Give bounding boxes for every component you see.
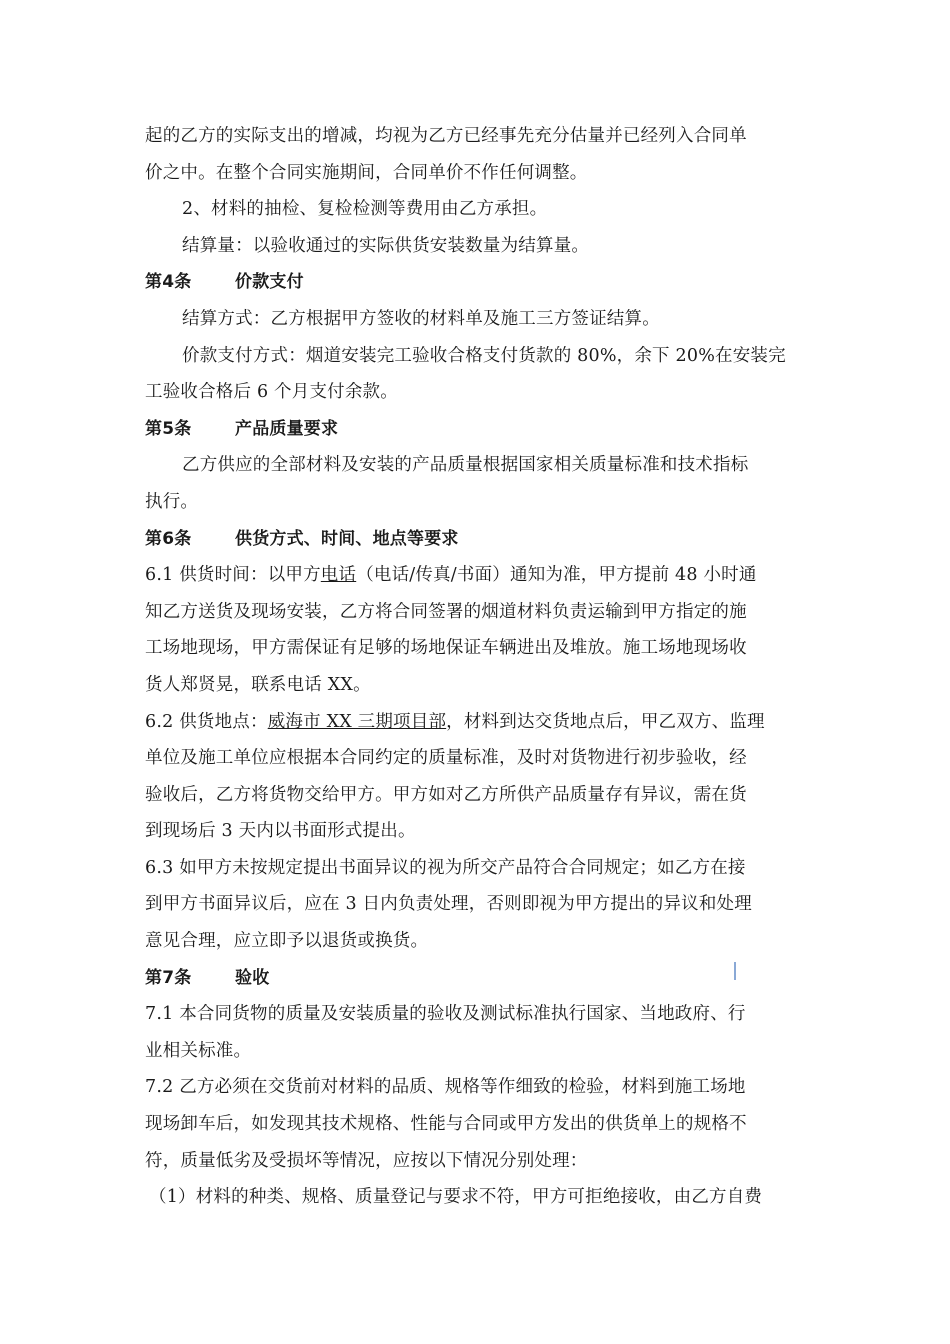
article-heading-5 xyxy=(145,411,810,448)
clause-text: 6.1 供货时间：以甲方 xyxy=(145,565,321,586)
paragraph-line: 业相关标准。 xyxy=(145,1040,252,1061)
article-title: 验收 xyxy=(235,967,270,988)
clause-text: （电话/传真/书面）通知为准，甲方提前 48 小时通 xyxy=(356,565,757,586)
paragraph-line: 意见合理，应立即予以退货或换货。 xyxy=(145,931,429,952)
list-item: （1）材料的种类、规格、质量登记与要求不符，甲方可拒绝接收，由乙方自费 xyxy=(149,1187,763,1208)
paragraph-line: 起的乙方的实际支出的增减，均视为乙方已经事先充分估量并已经列入合同单 xyxy=(145,126,747,146)
document-page xyxy=(145,118,810,1216)
clause-6-1 xyxy=(145,557,810,594)
paragraph-line: 知乙方送货及现场安装，乙方将合同签署的烟道材料负责运输到甲方指定的施 xyxy=(145,601,747,622)
paragraph-line: 符，质量低劣及受损坏等情况，应按以下情况分别处理： xyxy=(145,1150,588,1171)
paragraph-line: 工场地现场，甲方需保证有足够的场地保证车辆进出及堆放。施工场地现场收 xyxy=(145,638,747,659)
clause-text: 6.2 供货地点： xyxy=(145,711,268,732)
paragraph-line: 单位及施工单位应根据本合同约定的质量标准，及时对货物进行初步验收，经 xyxy=(145,748,747,769)
paragraph-line: 到现场后 3 天内以书面形式提出。 xyxy=(145,821,416,842)
underlined-field: 威海市 XX 三期项目部 xyxy=(267,711,447,732)
article-title: 供货方式、时间、地点等要求 xyxy=(235,528,459,549)
clause-7-1: 7.1 本合同货物的质量及安装质量的验收及测试标准执行国家、当地政府、行 xyxy=(145,1004,746,1025)
clause-7-2: 7.2 乙方必须在交货前对材料的品质、规格等作细致的检验，材料到施工场地 xyxy=(145,1077,746,1098)
article-number: 第6条 xyxy=(145,528,192,549)
article-number: 第5条 xyxy=(145,418,192,439)
article-number: 第7条 xyxy=(145,967,192,988)
article-heading-7 xyxy=(145,960,810,997)
paragraph-settlement-quantity: 结算量：以验收通过的实际供货安装数量为结算量。 xyxy=(182,235,590,256)
text-cursor xyxy=(734,962,736,980)
paragraph-line: 现场卸车后，如发现其技术规格、性能与合同或甲方发出的供货单上的规格不 xyxy=(145,1114,747,1135)
paragraph-inspection-fees: 2、材料的抽检、复检检测等费用由乙方承担。 xyxy=(182,199,548,220)
clause-6-3: 6.3 如甲方未按规定提出书面异议的视为所交产品符合合同规定；如乙方在接 xyxy=(145,857,746,878)
article-number: 第4条 xyxy=(145,272,192,293)
article-title: 产品质量要求 xyxy=(235,418,339,439)
paragraph-payment-method: 价款支付方式：烟道安装完工验收合格支付货款的 80%，余下 20%在安装完 xyxy=(182,345,786,366)
paragraph-line: 执行。 xyxy=(145,491,199,512)
paragraph-line: 工验收合格后 6 个月支付余款。 xyxy=(145,382,398,403)
paragraph-line: 货人郑贤晃，联系电话 XX。 xyxy=(145,674,371,695)
underlined-field: 电话 xyxy=(320,565,357,586)
clause-6-2 xyxy=(145,704,810,741)
article-title: 价款支付 xyxy=(235,272,304,293)
article-heading-4 xyxy=(145,264,810,301)
paragraph-settlement-method: 结算方式：乙方根据甲方签收的材料单及施工三方签证结算。 xyxy=(182,308,660,329)
paragraph-line: 到甲方书面异议后，应在 3 日内负责处理，否则即视为甲方提出的异议和处理 xyxy=(145,894,752,915)
paragraph-line: 验收后，乙方将货物交给甲方。甲方如对乙方所供产品质量存有异议，需在货 xyxy=(145,784,747,805)
paragraph-quality: 乙方供应的全部材料及安装的产品质量根据国家相关质量标准和技术指标 xyxy=(182,455,749,476)
paragraph-line: 价之中。在整个合同实施期间，合同单价不作任何调整。 xyxy=(145,162,588,183)
clause-text: ，材料到达交货地点后，甲乙双方、监理 xyxy=(446,711,765,732)
article-heading-6 xyxy=(145,521,810,558)
